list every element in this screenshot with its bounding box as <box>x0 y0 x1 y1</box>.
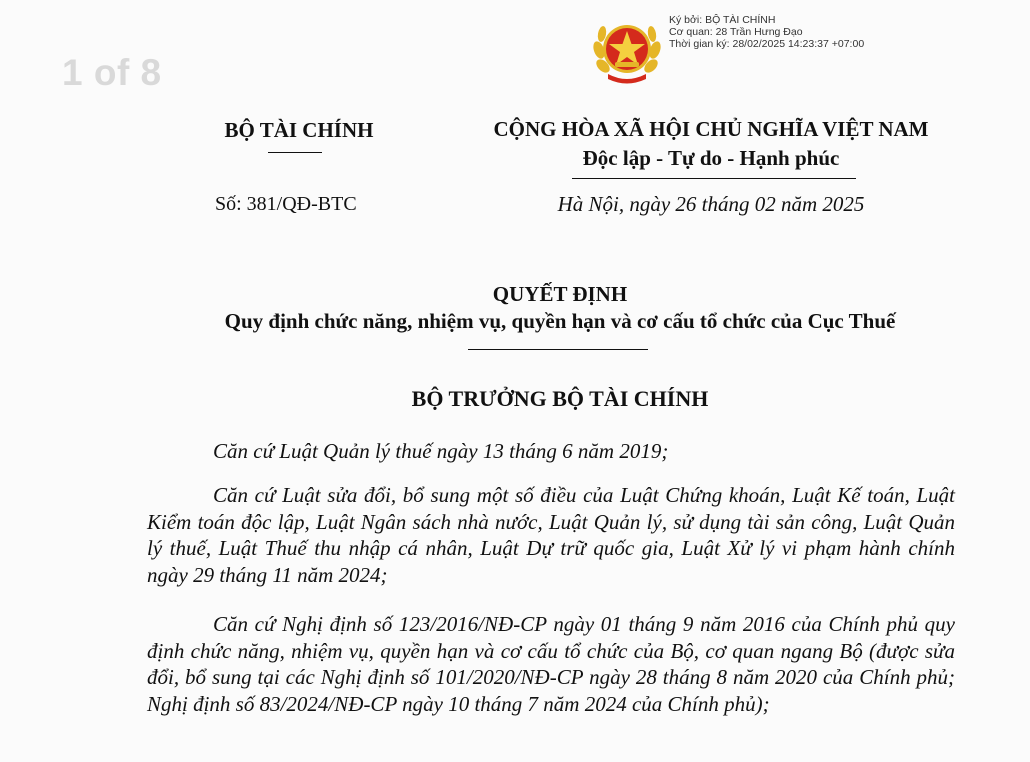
signature-time: Thời gian ký: 28/02/2025 14:23:37 +07:00 <box>669 38 865 50</box>
motto-divider <box>572 178 856 179</box>
document-subtitle: Quy định chức năng, nhiệm vụ, quyền hạn và cơ cấu tổ chức của Cục Thuế <box>224 309 896 333</box>
place-and-date: Hà Nội, ngày 26 tháng 02 năm 2025 <box>557 192 865 216</box>
page-indicator: 1 of 8 <box>62 52 162 93</box>
agency-divider <box>268 152 322 153</box>
document-title: QUYẾT ĐỊNH <box>492 282 628 306</box>
national-emblem-icon <box>590 16 664 86</box>
national-motto: Độc lập - Tự do - Hạnh phúc <box>582 146 840 170</box>
subtitle-divider <box>468 349 648 350</box>
issuing-agency: BỘ TÀI CHÍNH <box>224 118 374 142</box>
signature-agency: Cơ quan: 28 Trần Hưng Đạo <box>669 26 803 38</box>
legal-basis-paragraph: Căn cứ Luật Quản lý thuế ngày 13 tháng 6 năm 2019; <box>213 439 669 463</box>
legal-basis-paragraph: Căn cứ Nghị định số 123/2016/NĐ-CP ngày 01 tháng 9 năm 2016 của Chính phủ quy định chức năng, nhiệm vụ, quyền hạn và cơ cấu tổ chức của Bộ, cơ quan ngang Bộ (được sửa đổi, bổ sung tại các Nghị định số 101/2020/NĐ-CP ngày 28 tháng 8 năm 2020 của Chính phủ; Nghị định số 83/2024/NĐ-CP ngày 10 tháng 7 năm 2024 của Chính phủ); <box>147 612 955 716</box>
legal-basis-paragraph: Căn cứ Luật sửa đổi, bổ sung một số điều của Luật Chứng khoán, Luật Kế toán, Luật Kiểm toán độc lập, Luật Ngân sách nhà nước, Luật Quản lý, sử dụng tài sản công, Luật Quản lý thuế, Luật Thuế thu nhập cá nhân, Luật Dự trữ quốc gia, Luật Xử lý vi phạm hành chính ngày 29 tháng 11 năm 2024; <box>147 483 955 587</box>
issuing-authority: BỘ TRƯỞNG BỘ TÀI CHÍNH <box>411 386 709 411</box>
national-title: CỘNG HÒA XÃ HỘI CHỦ NGHĨA VIỆT NAM <box>493 117 929 141</box>
signature-signed-by: Ký bởi: BỘ TÀI CHÍNH <box>669 14 776 26</box>
document-number: Số: 381/QĐ-BTC <box>215 193 357 215</box>
digital-signature-block <box>669 14 864 50</box>
